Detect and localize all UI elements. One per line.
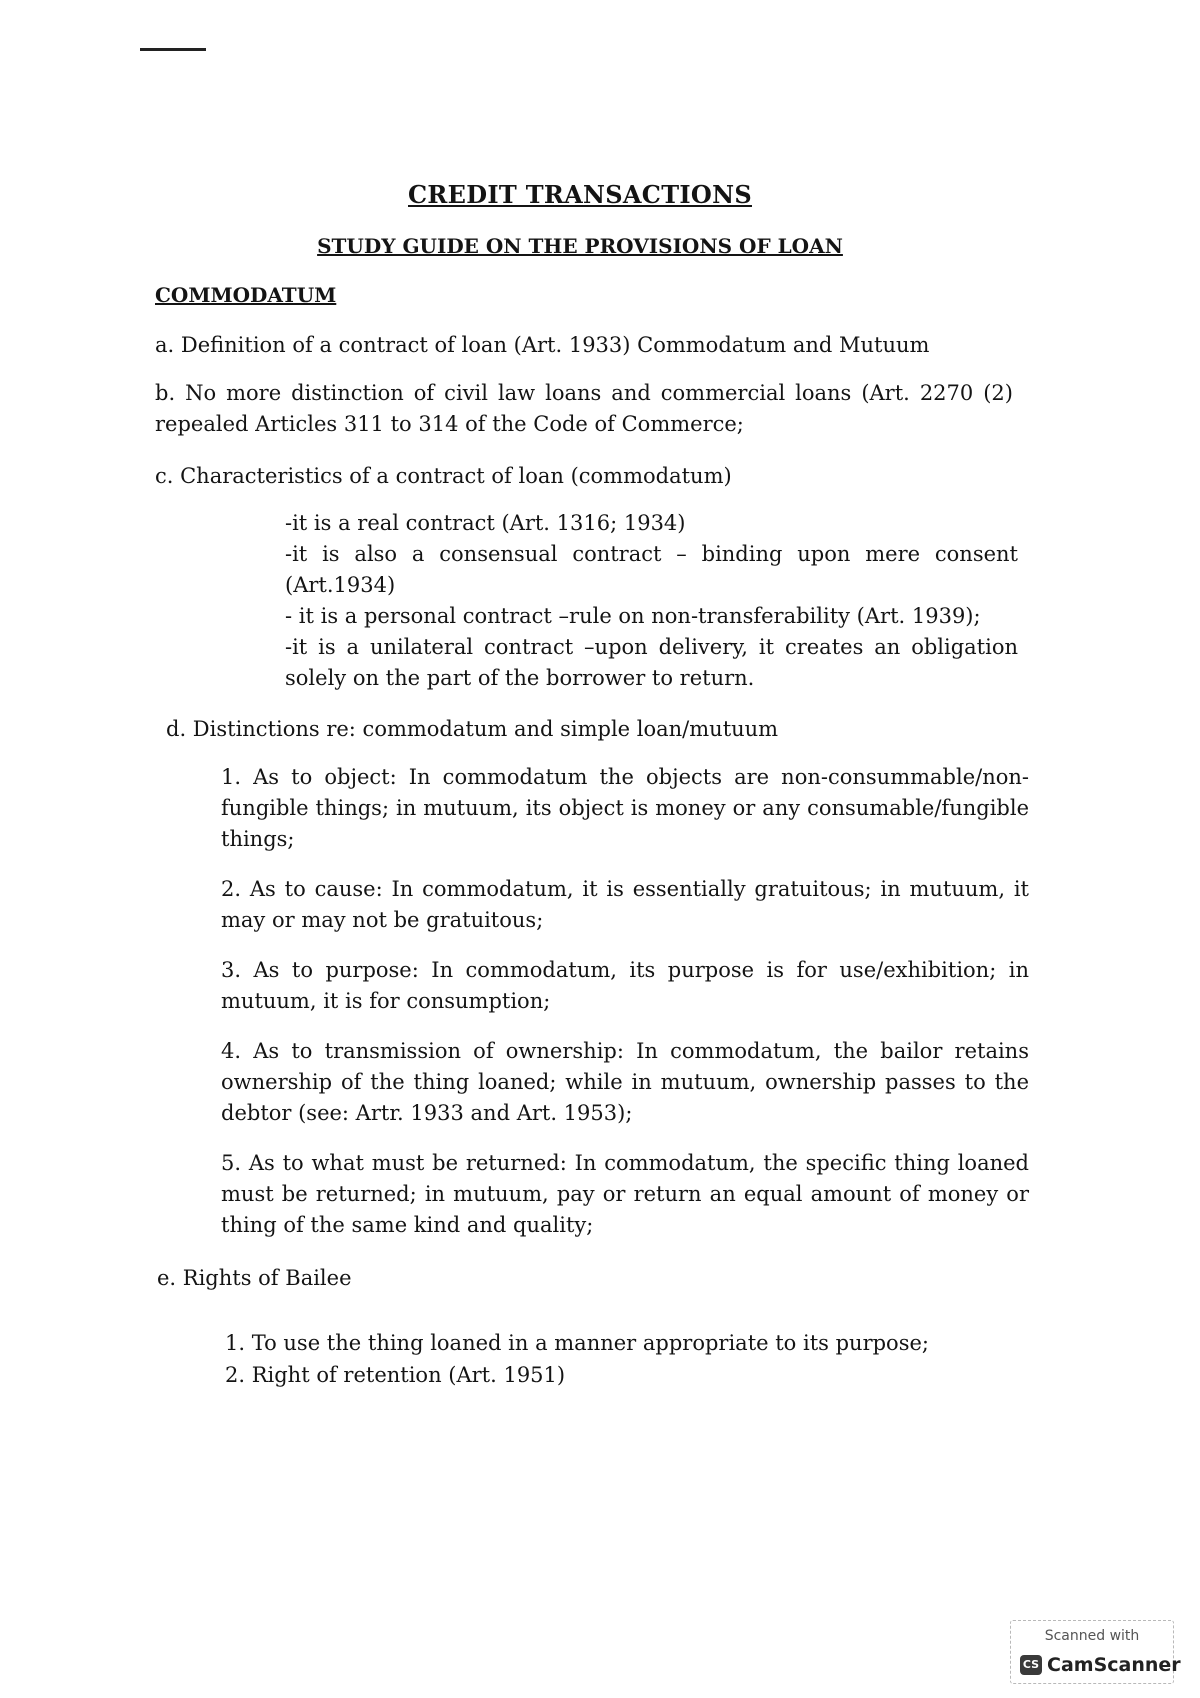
paragraph-d: d. Distinctions re: commodatum and simple loan/mutuum: [166, 717, 779, 741]
section-heading: COMMODATUM: [155, 283, 337, 307]
characteristic-item: -it is a unilateral contract –upon delivery, it creates an obligation solely on the part of the borrower to return.: [285, 635, 1018, 690]
scan-edge-mark: [140, 48, 206, 51]
distinction-item: 5. As to what must be returned: In commodatum, the specific thing loaned must be returned; in mutuum, pay or return an equal amount of money or thing of the same kind and quality;: [221, 1151, 1029, 1237]
document-title: CREDIT TRANSACTIONS: [408, 180, 752, 209]
characteristic-item: -it is a real contract (Art. 1316; 1934): [285, 511, 686, 535]
paragraph-e: e. Rights of Bailee: [157, 1266, 352, 1290]
characteristic-item: - it is a personal contract –rule on non-transferability (Art. 1939);: [285, 604, 981, 628]
paragraph-a: a. Definition of a contract of loan (Art. 1933) Commodatum and Mutuum: [155, 333, 930, 357]
distinction-item: 1. As to object: In commodatum the objects are non-consummable/non-fungible things; in mutuum, its object is money or any consumable/fungible things;: [221, 765, 1029, 851]
paragraph-b: b. No more distinction of civil law loans and commercial loans (Art. 2270 (2) repealed Articles 311 to 314 of the Code of Commerce;: [155, 381, 1013, 436]
watermark-top-text: Scanned with: [1044, 1628, 1140, 1644]
characteristic-item: -it is also a consensual contract – binding upon mere consent (Art.1934): [285, 542, 1018, 597]
distinction-item: 4. As to transmission of ownership: In commodatum, the bailor retains ownership of the thing loaned; while in mutuum, ownership passes to the debtor (see: Artr. 1933 and Art. 1953);: [221, 1039, 1029, 1125]
distinctions-list: [221, 762, 1029, 1260]
paragraph-c: c. Characteristics of a contract of loan (commodatum): [155, 464, 732, 488]
watermark-brand: CamScanner: [1047, 1654, 1181, 1676]
distinction-item: 2. As to cause: In commodatum, it is essentially gratuitous; in mutuum, it may or may not be gratuitous;: [221, 877, 1029, 932]
camscanner-watermark: [1010, 1620, 1181, 1684]
document-subtitle: STUDY GUIDE ON THE PROVISIONS OF LOAN: [317, 234, 843, 258]
characteristics-list: [285, 508, 1018, 694]
right-item: 1. To use the thing loaned in a manner appropriate to its purpose;: [225, 1331, 929, 1355]
rights-list: [225, 1327, 1005, 1391]
camscanner-logo-icon: CS: [1020, 1655, 1042, 1675]
right-item: 2. Right of retention (Art. 1951): [225, 1363, 566, 1387]
distinction-item: 3. As to purpose: In commodatum, its purpose is for use/exhibition; in mutuum, it is for consumption;: [221, 958, 1029, 1013]
